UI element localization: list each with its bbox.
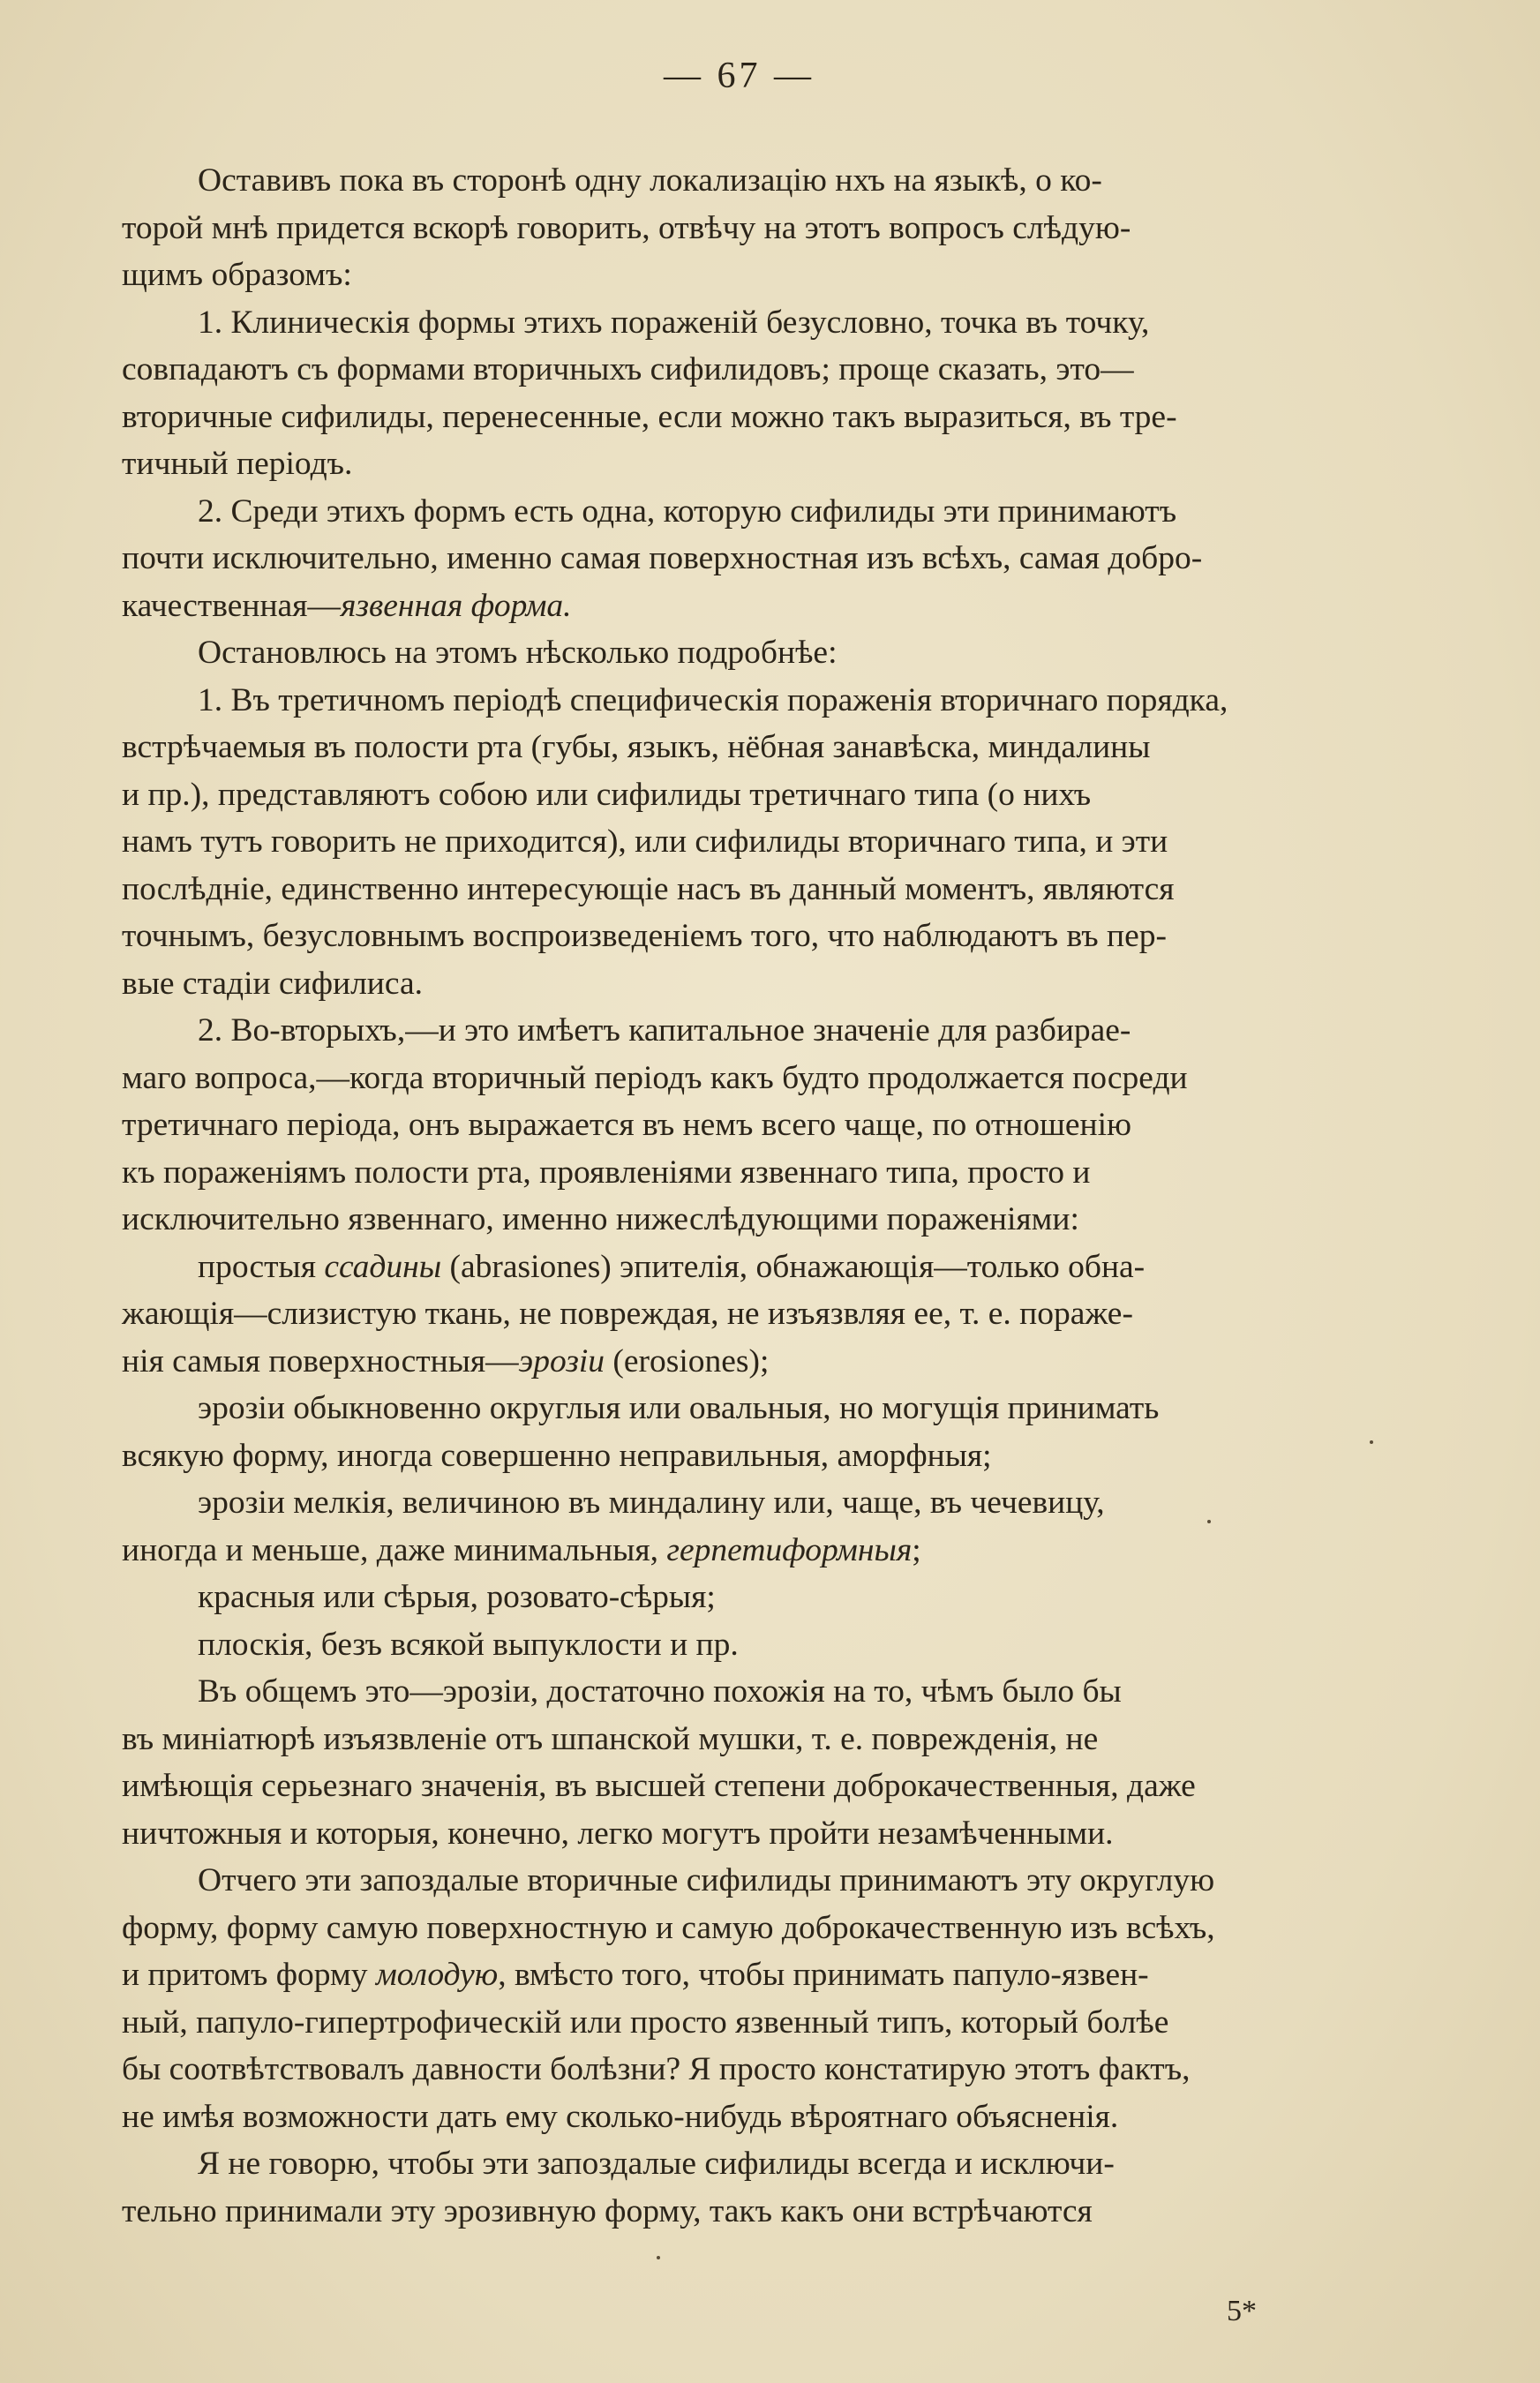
- text-line: плоскія, безъ всякой выпуклости и пр.: [198, 1626, 739, 1663]
- text-line: вторичные сифилиды, перенесенные, если можно такъ выразиться, въ тре-: [122, 398, 1177, 435]
- body-text: [122, 157, 1357, 2235]
- text-span: качественная—: [122, 587, 341, 624]
- text-span: нія самыя поверхностныя—: [122, 1342, 519, 1379]
- ink-speck: [657, 2256, 660, 2259]
- text-line: совпадаютъ съ формами вторичныхъ сифилидовъ; проще сказать, это—: [122, 351, 1134, 387]
- text-line: [122, 1951, 1357, 1999]
- text-span: иногда и меньше, даже минимальныя,: [122, 1531, 667, 1568]
- text-line: исключительно язвеннаго, именно нижеслѣдующими пораженіями:: [122, 1201, 1079, 1237]
- text-line: бы соотвѣтствовалъ давности болѣзни? Я просто констатирую этотъ фактъ,: [122, 2051, 1191, 2087]
- text-line: жающія—слизистую ткань, не повреждая, не изъязвляя ее, т. е. пораже-: [122, 1296, 1133, 1332]
- text-line: имѣющія серьезнаго значенія, въ высшей степени доброкачественныя, даже: [122, 1768, 1196, 1804]
- text-line: ничтожныя и которыя, конечно, легко могутъ пройти незамѣченными.: [122, 1815, 1114, 1852]
- text-span: и притомъ форму: [122, 1957, 376, 1993]
- text-line: почти исключительно, именно самая поверхностная изъ всѣхъ, самая добро-: [122, 540, 1203, 576]
- page-number: — 67 —: [664, 56, 815, 96]
- text-line: красныя или сѣрыя, розовато-сѣрыя;: [198, 1579, 716, 1615]
- text-line: встрѣчаемыя въ полости рта (губы, языкъ, нёбная занавѣска, миндалины: [122, 729, 1151, 765]
- text-line: тичный періодъ.: [122, 446, 353, 482]
- text-span: (erosiones);: [605, 1342, 770, 1379]
- text-line: намъ тутъ говорить не приходится), или сифилиды вторичнаго типа, и эти: [122, 823, 1168, 860]
- italic-term: эрозіи: [518, 1342, 605, 1379]
- text-line: 1. Клиническія формы этихъ пораженій безусловно, точка въ точку,: [198, 304, 1150, 341]
- text-span: простыя: [198, 1248, 325, 1285]
- text-line: Оставивъ пока въ сторонѣ одну локализацію нхъ на языкѣ, о ко-: [198, 162, 1102, 199]
- text-line: Въ общемъ это—эрозіи, достаточно похожія на то, чѣмъ было бы: [198, 1673, 1122, 1710]
- text-line: тельно принимали эту эрозивную форму, такъ какъ они встрѣчаются: [122, 2192, 1093, 2229]
- text-line: щимъ образомъ:: [122, 257, 352, 293]
- ink-speck: [1207, 1520, 1211, 1523]
- text-line: [122, 1527, 1357, 1575]
- text-line: Остановлюсь на этомъ нѣсколько подробнѣе:: [198, 635, 838, 671]
- italic-term: герпетиформныя: [666, 1531, 913, 1568]
- text-line: [122, 1244, 1357, 1291]
- text-line: не имѣя возможности дать ему сколько-нибудь вѣроятнаго объясненія.: [122, 2098, 1119, 2135]
- text-line: Отчего эти запоздалые вторичные сифилиды принимаютъ эту округлую: [198, 1862, 1215, 1898]
- text-line: послѣдніе, единственно интересующіе насъ въ данный моментъ, являются: [122, 870, 1175, 907]
- text-line: форму, форму самую поверхностную и самую доброкачественную изъ всѣхъ,: [122, 1909, 1215, 1946]
- ink-speck: [1370, 1440, 1373, 1444]
- italic-term: молодую: [375, 1957, 499, 1993]
- text-line: ный, папуло-гипертрофическій или просто язвенный типъ, который болѣе: [122, 2003, 1169, 2041]
- text-line: вые стадіи сифилиса.: [122, 965, 423, 1002]
- text-line: въ миніатюрѣ изъязвленіе отъ шпанской мушки, т. е. поврежденія, не: [122, 1720, 1099, 1757]
- text-line: третичнаго періода, онъ выражается въ немъ всего чаще, по отношенію: [122, 1107, 1132, 1143]
- text-span: (abrasiones) эпителія, обнажающія—только обна-: [441, 1248, 1146, 1285]
- text-line: къ пораженіямъ полости рта, проявленіями язвеннаго типа, просто и: [122, 1154, 1091, 1191]
- text-line: и пр.), представляютъ собою или сифилиды третичнаго типа (о нихъ: [122, 776, 1092, 813]
- text-span: ;: [912, 1531, 921, 1568]
- italic-term: язвенная форма.: [340, 587, 572, 624]
- text-line: эрозіи обыкновенно округлыя или овальныя, но могущія принимать: [198, 1390, 1160, 1426]
- text-span: , вмѣсто того, чтобы принимать папуло-язвен-: [498, 1957, 1149, 1993]
- text-line: [122, 1338, 1357, 1386]
- text-line: торой мнѣ придется вскорѣ говорить, отвѣчу на этотъ вопросъ слѣдую-: [122, 209, 1131, 246]
- text-line: эрозіи мелкія, величиною въ миндалину или, чаще, въ чечевицу,: [198, 1485, 1105, 1521]
- text-line: всякую форму, иногда совершенно неправильныя, аморфныя;: [122, 1437, 992, 1474]
- text-line: маго вопроса,—когда вторичный періодъ какъ будто продолжается посреди: [122, 1059, 1188, 1096]
- signature-mark: 5*: [1227, 2295, 1257, 2327]
- text-line: Я не говорю, чтобы эти запоздалые сифилиды всегда и исключи-: [198, 2146, 1115, 2182]
- text-line: 2. Во-вторыхъ,—и это имѣетъ капитальное значеніе для разбирае-: [198, 1012, 1131, 1049]
- text-line: точнымъ, безусловнымъ воспроизведеніемъ того, что наблюдаютъ въ пер-: [122, 918, 1167, 954]
- italic-term: ссадины: [324, 1248, 442, 1285]
- text-line: 1. Въ третичномъ періодѣ специфическія пораженія вторичнаго порядка,: [198, 681, 1228, 718]
- text-line: 2. Среди этихъ формъ есть одна, которую сифилиды эти принимаютъ: [198, 492, 1177, 530]
- text-line: [122, 583, 1357, 630]
